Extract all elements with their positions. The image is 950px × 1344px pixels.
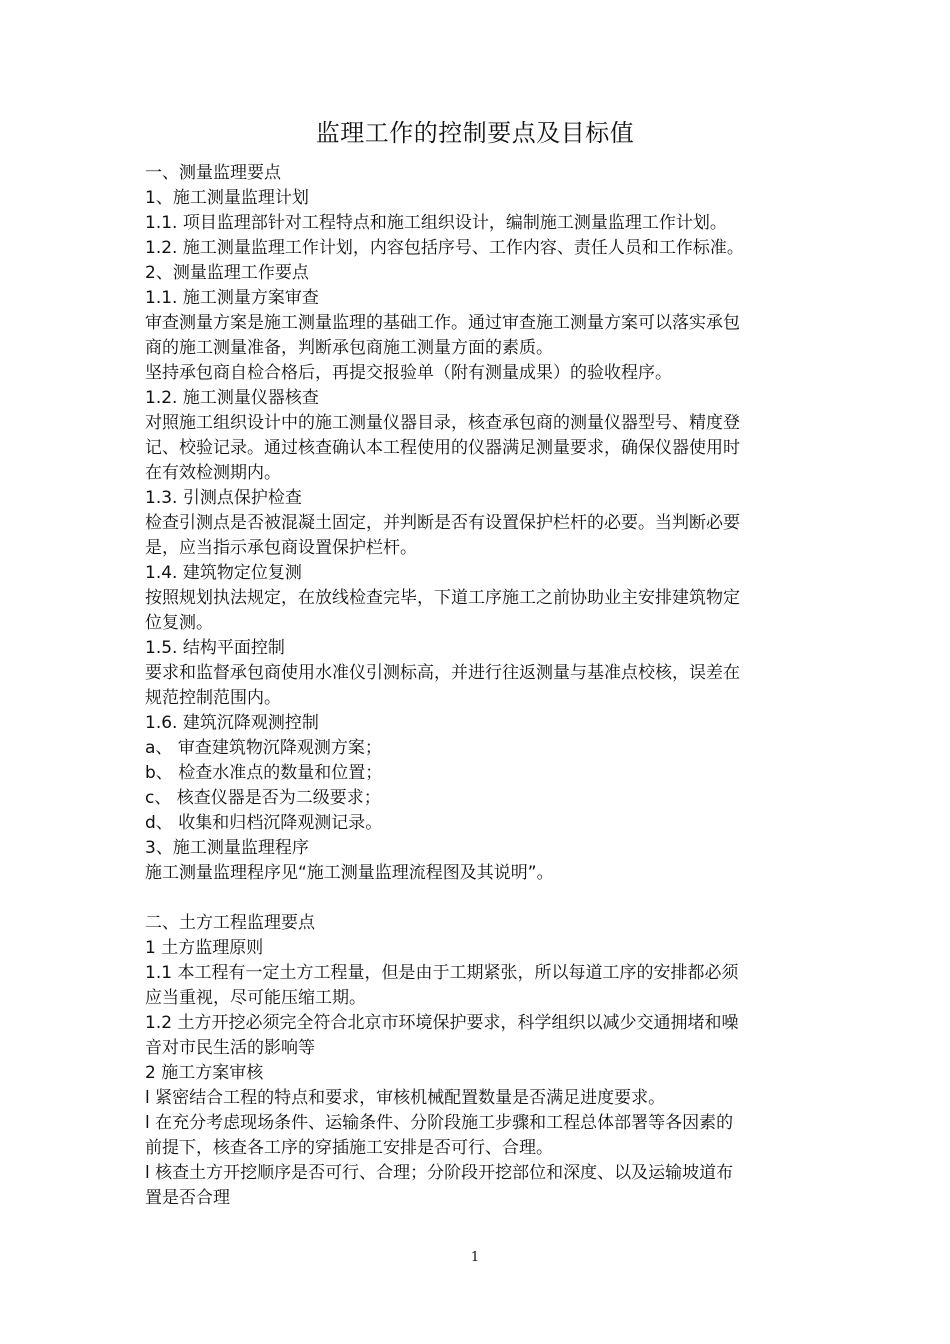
text-line: 1 土方监理原则 xyxy=(145,938,264,958)
text-line: 应当重视，尽可能压缩工期。 xyxy=(145,988,366,1008)
text-line: 检查引测点是否被混凝土固定，并判断是否有设置保护栏杆的必要。当判断必要 xyxy=(145,513,740,533)
text-line: 音对市民生活的影响等 xyxy=(145,1038,315,1058)
text-line: 1、施工测量监理计划 xyxy=(145,188,309,208)
text-line: 要求和监督承包商使用水准仪引测标高，并进行往返测量与基准点校核，误差在 xyxy=(145,663,740,683)
text-line: 按照规划执法规定，在放线检查完毕，下道工序施工之前协助业主安排建筑物定 xyxy=(145,588,740,608)
text-line: a、 审查建筑物沉降观测方案； xyxy=(145,738,382,758)
text-line: 1.1 本工程有一定土方工程量，但是由于工期紧张，所以每道工序的安排都必须 xyxy=(145,963,739,983)
text-line: 2 施工方案审核 xyxy=(145,1063,264,1083)
text-line: c、 核查仪器是否为二级要求； xyxy=(145,788,381,808)
text-line: 置是否合理 xyxy=(145,1188,230,1208)
text-line: 1.3. 引测点保护检查 xyxy=(145,488,302,508)
text-line: 2、测量监理工作要点 xyxy=(145,263,309,283)
text-line: l 在充分考虑现场条件、运输条件、分阶段施工步骤和工程总体部署等各因素的 xyxy=(145,1113,734,1133)
text-line: 二、土方工程监理要点 xyxy=(145,913,315,933)
document-body xyxy=(145,161,810,1211)
text-line: 前提下，核查各工序的穿插施工安排是否可行、合理。 xyxy=(145,1138,553,1158)
text-line: 施工测量监理程序见“施工测量监理流程图及其说明”。 xyxy=(145,863,554,883)
text-line: 在有效检测期内。 xyxy=(145,463,281,483)
text-line: 商的施工测量准备，判断承包商施工测量方面的素质。 xyxy=(145,338,553,358)
text-line: b、 检查水准点的数量和位置； xyxy=(145,763,383,783)
text-line: 一、测量监理要点 xyxy=(145,163,281,183)
document-title: 监理工作的控制要点及目标值 xyxy=(315,119,635,147)
text-line: l 核查土方开挖顺序是否可行、合理；分阶段开挖部位和深度、以及运输坡道布 xyxy=(145,1163,734,1183)
text-line: 1.1. 施工测量方案审查 xyxy=(145,288,319,308)
text-line: 1.4. 建筑物定位复测 xyxy=(145,563,302,583)
text-line: 是，应当指示承包商设置保护栏杆。 xyxy=(145,538,417,558)
text-line: 1.1. 项目监理部针对工程特点和施工组织设计，编制施工测量监理工作计划。 xyxy=(145,213,727,233)
text-line: 规范控制范围内。 xyxy=(145,688,281,708)
text-line: 1.5. 结构平面控制 xyxy=(145,638,285,658)
text-line: d、 收集和归档沉降观测记录。 xyxy=(145,813,383,833)
text-line: 1.2 土方开挖必须完全符合北京市环境保护要求，科学组织以减少交通拥堵和噪 xyxy=(145,1013,739,1033)
page-number: 1 xyxy=(470,1250,480,1265)
text-line: 1.2. 施工测量监理工作计划，内容包括序号、工作内容、责任人员和工作标准。 xyxy=(145,238,744,258)
text-line: l 紧密结合工程的特点和要求，审核机械配置数量是否满足进度要求。 xyxy=(145,1088,666,1108)
text-line: 位复测。 xyxy=(145,613,213,633)
blank-line xyxy=(145,886,810,911)
text-line: 1.2. 施工测量仪器核查 xyxy=(145,388,319,408)
text-line: 坚持承包商自检合格后，再提交报验单（附有测量成果）的验收程序。 xyxy=(145,363,672,383)
text-line: 审查测量方案是施工测量监理的基础工作。通过审查施工测量方案可以落实承包 xyxy=(145,313,740,333)
text-line: 3、施工测量监理程序 xyxy=(145,838,309,858)
text-line: 记、校验记录。通过核查确认本工程使用的仪器满足测量要求，确保仪器使用时 xyxy=(145,438,740,458)
text-line: 1.6. 建筑沉降观测控制 xyxy=(145,713,319,733)
text-line: 对照施工组织设计中的施工测量仪器目录，核查承包商的测量仪器型号、精度登 xyxy=(145,413,740,433)
